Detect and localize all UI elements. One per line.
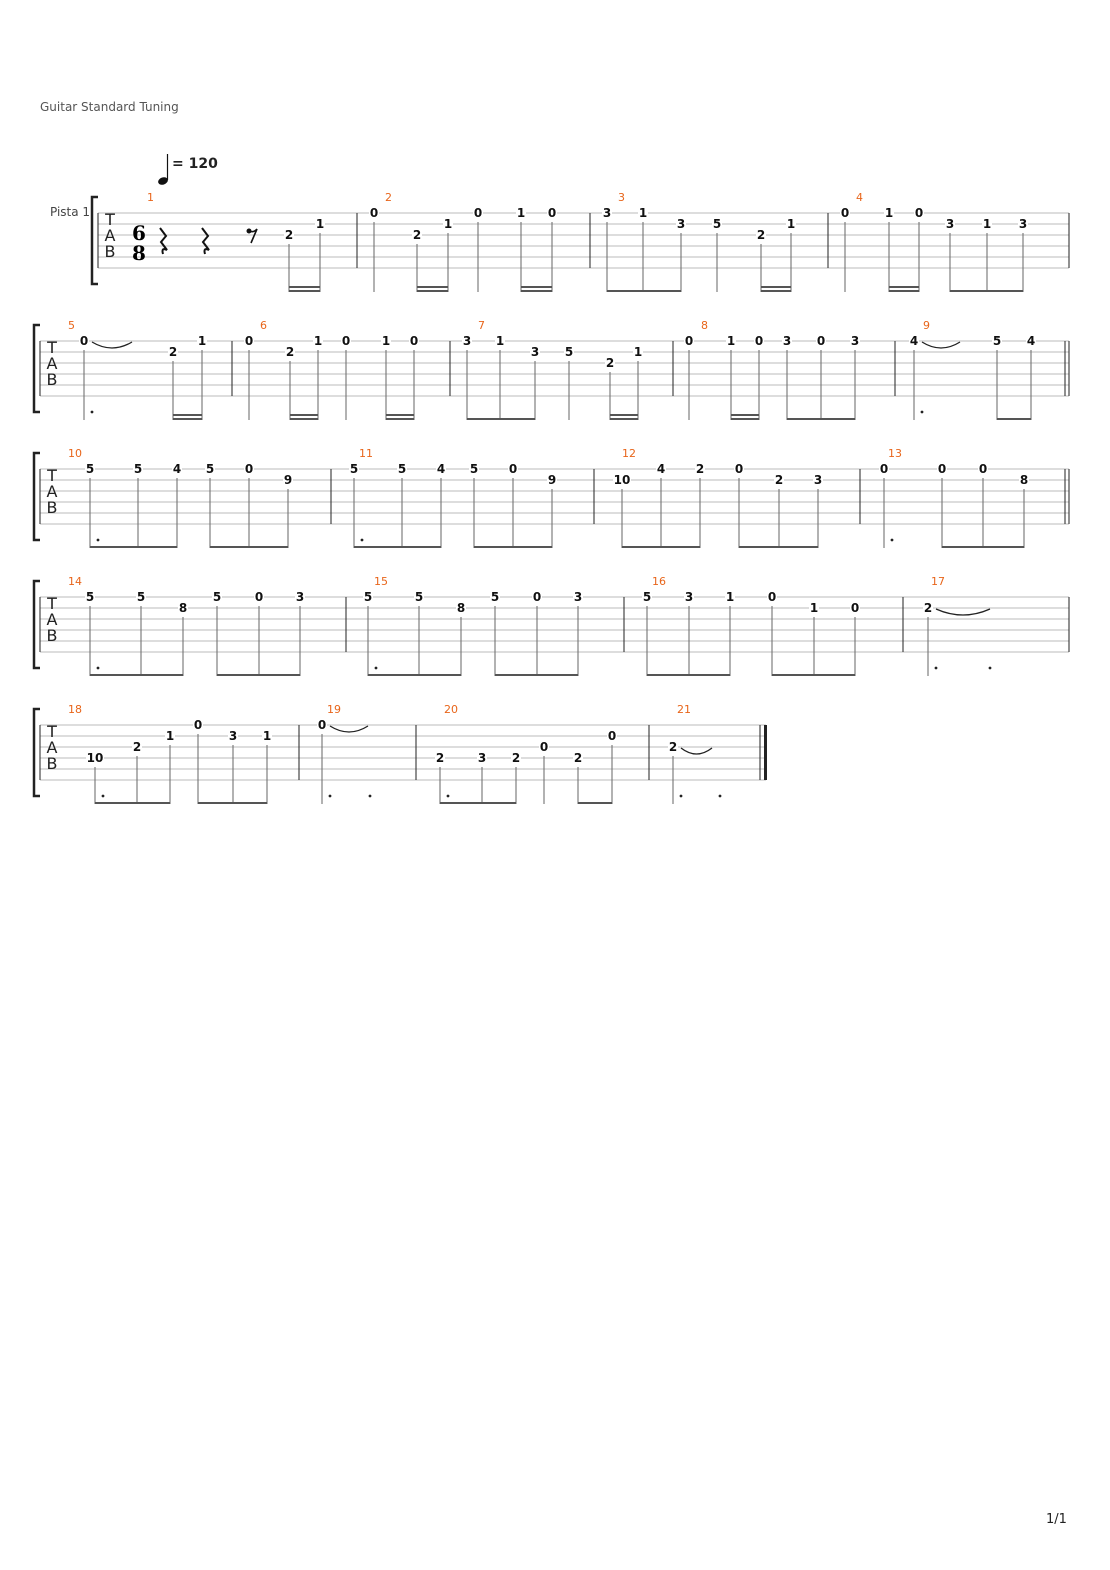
beam <box>772 674 855 676</box>
quarter-rest-icon <box>202 228 209 254</box>
tab-clef-letter: T <box>47 338 57 357</box>
system-bracket <box>92 197 98 284</box>
fret-number: 5 <box>136 590 146 604</box>
fret-number: 5 <box>212 590 222 604</box>
measure-number: 16 <box>652 575 666 588</box>
fret-number: 0 <box>734 462 744 476</box>
fret-number: 1 <box>197 334 207 348</box>
beam <box>607 290 681 292</box>
fret-number: 2 <box>668 740 678 754</box>
fret-number: 0 <box>244 334 254 348</box>
beam <box>417 290 448 292</box>
duration-dot <box>329 795 332 798</box>
measure-number: 11 <box>359 447 373 460</box>
beam <box>173 418 202 420</box>
duration-dot <box>989 667 992 670</box>
fret-number: 4 <box>436 462 446 476</box>
fret-number: 1 <box>638 206 648 220</box>
duration-dot <box>91 411 94 414</box>
fret-number: 4 <box>1026 334 1036 348</box>
beam <box>942 546 1024 548</box>
beam <box>474 546 552 548</box>
fret-number: 0 <box>317 718 327 732</box>
fret-number: 1 <box>725 590 735 604</box>
fret-number: 5 <box>414 590 424 604</box>
fret-number: 5 <box>363 590 373 604</box>
fret-number: 5 <box>564 345 574 359</box>
beam <box>210 546 288 548</box>
tab-clef-letter: A <box>104 226 116 245</box>
tab-system <box>34 319 1069 420</box>
beam-secondary <box>521 286 552 288</box>
measure-number: 4 <box>856 191 863 204</box>
measure-number: 21 <box>677 703 691 716</box>
beam <box>95 802 170 804</box>
tab-system <box>34 575 1069 676</box>
fret-number: 2 <box>168 345 178 359</box>
tie <box>681 748 712 754</box>
fret-number: 9 <box>547 473 557 487</box>
tie <box>936 609 990 615</box>
beam <box>521 290 552 292</box>
system-bracket <box>34 709 40 796</box>
fret-number: 0 <box>840 206 850 220</box>
beam-secondary <box>761 286 791 288</box>
tab-clef-letter: T <box>47 722 57 741</box>
fret-number: 1 <box>786 217 796 231</box>
fret-number: 5 <box>133 462 143 476</box>
system-bracket <box>34 325 40 412</box>
duration-dot <box>97 539 100 542</box>
fret-number: 5 <box>490 590 500 604</box>
tab-clef-letter: B <box>104 242 116 261</box>
duration-dot <box>375 667 378 670</box>
fret-number: 5 <box>712 217 722 231</box>
fret-number: 2 <box>774 473 784 487</box>
fret-number: 3 <box>295 590 305 604</box>
fret-number: 5 <box>642 590 652 604</box>
beam-secondary <box>173 414 202 416</box>
beam <box>217 674 300 676</box>
quarter-rest-icon <box>160 228 167 254</box>
duration-dot <box>369 795 372 798</box>
duration-dot <box>447 795 450 798</box>
fret-number: 3 <box>477 751 487 765</box>
beam-secondary <box>889 286 919 288</box>
fret-number: 4 <box>909 334 919 348</box>
fret-number: 1 <box>516 206 526 220</box>
beam-secondary <box>290 414 318 416</box>
fret-number: 2 <box>435 751 445 765</box>
fret-number: 3 <box>1018 217 1028 231</box>
time-signature-bottom: 8 <box>132 241 146 265</box>
fret-number: 1 <box>165 729 175 743</box>
system-bracket <box>34 453 40 540</box>
beam-secondary <box>417 286 448 288</box>
system-bracket <box>34 581 40 668</box>
fret-number: 0 <box>409 334 419 348</box>
fret-number: 2 <box>923 601 933 615</box>
fret-number: 3 <box>945 217 955 231</box>
duration-dot <box>891 539 894 542</box>
beam <box>739 546 818 548</box>
tab-clef-letter: B <box>46 626 58 645</box>
fret-number: 3 <box>573 590 583 604</box>
beam <box>290 418 318 420</box>
beam <box>647 674 730 676</box>
fret-number: 3 <box>850 334 860 348</box>
tab-system <box>92 191 1069 292</box>
duration-dot <box>921 411 924 414</box>
beam-secondary <box>610 414 638 416</box>
beam-secondary <box>386 414 414 416</box>
beam <box>950 290 1023 292</box>
tuning-label: Guitar Standard Tuning <box>40 100 179 114</box>
measure-number: 2 <box>385 191 392 204</box>
beam <box>578 802 612 804</box>
beam <box>90 546 177 548</box>
measure-number: 20 <box>444 703 458 716</box>
measure-number: 9 <box>923 319 930 332</box>
tab-clef-letter: B <box>46 370 58 389</box>
fret-number: 0 <box>978 462 988 476</box>
duration-dot <box>719 795 722 798</box>
tab-clef-letter: A <box>46 738 58 757</box>
fret-number: 3 <box>228 729 238 743</box>
measure-number: 3 <box>618 191 625 204</box>
measure-number: 14 <box>68 575 82 588</box>
beam <box>495 674 578 676</box>
duration-dot <box>935 667 938 670</box>
fret-number: 0 <box>816 334 826 348</box>
fret-number: 10 <box>613 473 631 487</box>
tab-clef-letter: B <box>46 498 58 517</box>
fret-number: 8 <box>456 601 466 615</box>
tab-clef-letter: T <box>47 466 57 485</box>
fret-number: 1 <box>495 334 505 348</box>
fret-number: 1 <box>313 334 323 348</box>
fret-number: 0 <box>79 334 89 348</box>
beam <box>368 674 461 676</box>
tab-clef-letter: A <box>46 482 58 501</box>
fret-number: 0 <box>684 334 694 348</box>
tie <box>92 342 132 348</box>
time-signature-top: 6 <box>132 221 146 245</box>
fret-number: 2 <box>412 228 422 242</box>
beam <box>386 418 414 420</box>
fret-number: 0 <box>937 462 947 476</box>
fret-number: 1 <box>633 345 643 359</box>
tab-clef-letter: T <box>105 210 115 229</box>
fret-number: 4 <box>656 462 666 476</box>
beam <box>610 418 638 420</box>
track-name: Pista 1 <box>50 205 91 219</box>
fret-number: 0 <box>254 590 264 604</box>
fret-number: 2 <box>284 228 294 242</box>
duration-dot <box>102 795 105 798</box>
beam <box>90 674 183 676</box>
beam <box>622 546 700 548</box>
measure-number: 12 <box>622 447 636 460</box>
fret-number: 0 <box>473 206 483 220</box>
tab-clef-letter: B <box>46 754 58 773</box>
beam <box>198 802 267 804</box>
measure-number: 6 <box>260 319 267 332</box>
eighth-rest-stem <box>249 229 257 243</box>
measure-number: 8 <box>701 319 708 332</box>
fret-number: 0 <box>879 462 889 476</box>
fret-number: 3 <box>813 473 823 487</box>
fret-number: 1 <box>443 217 453 231</box>
tab-system <box>34 703 767 804</box>
tempo-value: = 120 <box>172 156 218 172</box>
fret-number: 0 <box>532 590 542 604</box>
beam <box>354 546 441 548</box>
fret-number: 2 <box>132 740 142 754</box>
fret-number: 1 <box>884 206 894 220</box>
fret-number: 0 <box>547 206 557 220</box>
fret-number: 0 <box>914 206 924 220</box>
tab-clef-letter: A <box>46 354 58 373</box>
tab-clef-letter: T <box>47 594 57 613</box>
fret-number: 1 <box>982 217 992 231</box>
fret-number: 8 <box>1019 473 1029 487</box>
fret-number: 2 <box>573 751 583 765</box>
fret-number: 5 <box>205 462 215 476</box>
fret-number: 1 <box>262 729 272 743</box>
fret-number: 0 <box>850 601 860 615</box>
fret-number: 3 <box>676 217 686 231</box>
duration-dot <box>97 667 100 670</box>
tie <box>330 726 368 732</box>
fret-number: 0 <box>341 334 351 348</box>
measure-number: 19 <box>327 703 341 716</box>
fret-number: 0 <box>607 729 617 743</box>
fret-number: 2 <box>285 345 295 359</box>
fret-number: 0 <box>193 718 203 732</box>
fret-number: 1 <box>809 601 819 615</box>
fret-number: 0 <box>244 462 254 476</box>
beam <box>761 290 791 292</box>
beam <box>997 418 1031 420</box>
measure-number: 5 <box>68 319 75 332</box>
fret-number: 5 <box>349 462 359 476</box>
beam <box>889 290 919 292</box>
fret-number: 0 <box>508 462 518 476</box>
fret-number: 3 <box>782 334 792 348</box>
fret-number: 5 <box>85 590 95 604</box>
measure-number: 17 <box>931 575 945 588</box>
beam <box>467 418 535 420</box>
measure-number: 1 <box>147 191 154 204</box>
duration-dot <box>680 795 683 798</box>
fret-number: 0 <box>539 740 549 754</box>
fret-number: 2 <box>605 356 615 370</box>
fret-number: 1 <box>726 334 736 348</box>
page-number: 1/1 <box>1046 1512 1067 1527</box>
measure-number: 18 <box>68 703 82 716</box>
beam-secondary <box>289 286 320 288</box>
fret-number: 0 <box>369 206 379 220</box>
measure-number: 15 <box>374 575 388 588</box>
fret-number: 2 <box>756 228 766 242</box>
tab-clef-letter: A <box>46 610 58 629</box>
beam <box>289 290 320 292</box>
tab-system <box>34 447 1069 548</box>
fret-number: 8 <box>178 601 188 615</box>
beam-secondary <box>731 414 759 416</box>
measure-number: 10 <box>68 447 82 460</box>
fret-number: 5 <box>469 462 479 476</box>
fret-number: 3 <box>684 590 694 604</box>
beam <box>440 802 516 804</box>
final-barline-thick <box>764 725 767 780</box>
beam <box>731 418 759 420</box>
tie <box>922 342 960 348</box>
duration-dot <box>361 539 364 542</box>
fret-number: 5 <box>992 334 1002 348</box>
fret-number: 3 <box>530 345 540 359</box>
fret-number: 0 <box>754 334 764 348</box>
fret-number: 5 <box>85 462 95 476</box>
fret-number: 2 <box>511 751 521 765</box>
fret-number: 10 <box>86 751 104 765</box>
measure-number: 13 <box>888 447 902 460</box>
fret-number: 4 <box>172 462 182 476</box>
fret-number: 3 <box>462 334 472 348</box>
fret-number: 1 <box>315 217 325 231</box>
fret-number: 3 <box>602 206 612 220</box>
beam <box>787 418 855 420</box>
fret-number: 1 <box>381 334 391 348</box>
fret-number: 9 <box>283 473 293 487</box>
fret-number: 5 <box>397 462 407 476</box>
fret-number: 0 <box>767 590 777 604</box>
fret-number: 2 <box>695 462 705 476</box>
measure-number: 7 <box>478 319 485 332</box>
